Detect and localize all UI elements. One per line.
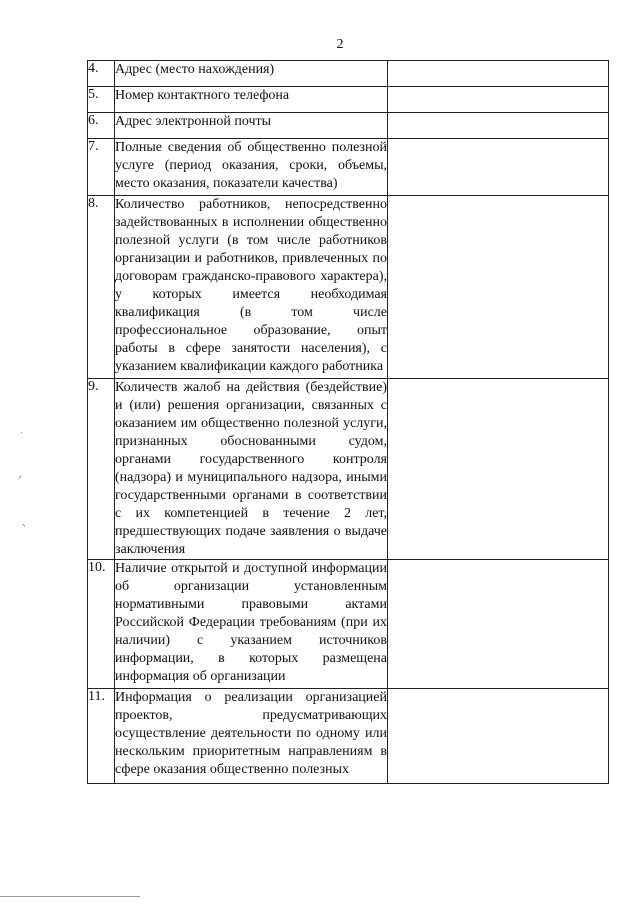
scan-artifact: ᐠ bbox=[22, 522, 26, 532]
row-number: 4. bbox=[88, 61, 115, 87]
table-row bbox=[88, 113, 609, 139]
row-value-cell bbox=[388, 196, 609, 379]
row-value-cell bbox=[388, 560, 609, 689]
row-number: 11. bbox=[88, 689, 115, 784]
row-number: 6. bbox=[88, 113, 115, 139]
row-value-cell bbox=[388, 113, 609, 139]
row-label: Полные сведения об общественно полезной услуге (период оказания, сроки, объемы, место оказания, показатели качества) bbox=[115, 139, 388, 196]
info-table bbox=[87, 60, 609, 784]
table-row bbox=[88, 139, 609, 196]
table-row bbox=[88, 379, 609, 560]
row-label: Наличие открытой и доступной информации об организации установленным нормативными правовыми актами Российской Федерации требованиям (при их наличии) с указанием источников информации, в которых размещена информация об организации bbox=[115, 560, 388, 689]
row-label: Адрес (место нахождения) bbox=[115, 61, 388, 87]
scan-artifact: ᐟ bbox=[18, 474, 22, 484]
row-value-cell bbox=[388, 139, 609, 196]
row-label: Информация о реализации организацией проектов, предусматривающих осуществление деятельности по одному или нескольким приоритетным направлениям в сфере оказания общественно полезных bbox=[115, 689, 388, 784]
row-number: 7. bbox=[88, 139, 115, 196]
table-row bbox=[88, 87, 609, 113]
table-row bbox=[88, 689, 609, 784]
row-label: Адрес электронной почты bbox=[115, 113, 388, 139]
row-label: Количество работников, непосредственно задействованных в исполнении общественно полезной услуги (в том числе работников организации и работников, привлеченных по договорам гражданско-правового характера), у которых имеется необходимая квалификация (в том числе профессиональное образование, опыт работы в сфере занятости населения), с указанием квалификации каждого работника bbox=[115, 196, 388, 379]
row-label: Номер контактного телефона bbox=[115, 87, 388, 113]
scan-artifact: ᐧ bbox=[20, 428, 23, 438]
row-number: 8. bbox=[88, 196, 115, 379]
row-value-cell bbox=[388, 379, 609, 560]
table-row bbox=[88, 196, 609, 379]
table-row bbox=[88, 61, 609, 87]
page-edge-line bbox=[0, 896, 140, 897]
row-value-cell bbox=[388, 689, 609, 784]
row-value-cell bbox=[388, 87, 609, 113]
row-label: Количеств жалоб на действия (бездействие) и (или) решения организации, связанных с оказанием им общественно полезной услуги, признанных обоснованными судом, органами государственного контроля (надзора) и муниципального надзора, иными государственными органами в соответствии с их компетенцией в течение 2 лет, предшествующих подаче заявления о выдаче заключения bbox=[115, 379, 388, 560]
table-row bbox=[88, 560, 609, 689]
row-number: 10. bbox=[88, 560, 115, 689]
page-number: 2 bbox=[336, 37, 344, 52]
row-value-cell bbox=[388, 61, 609, 87]
row-number: 9. bbox=[88, 379, 115, 560]
row-number: 5. bbox=[88, 87, 115, 113]
